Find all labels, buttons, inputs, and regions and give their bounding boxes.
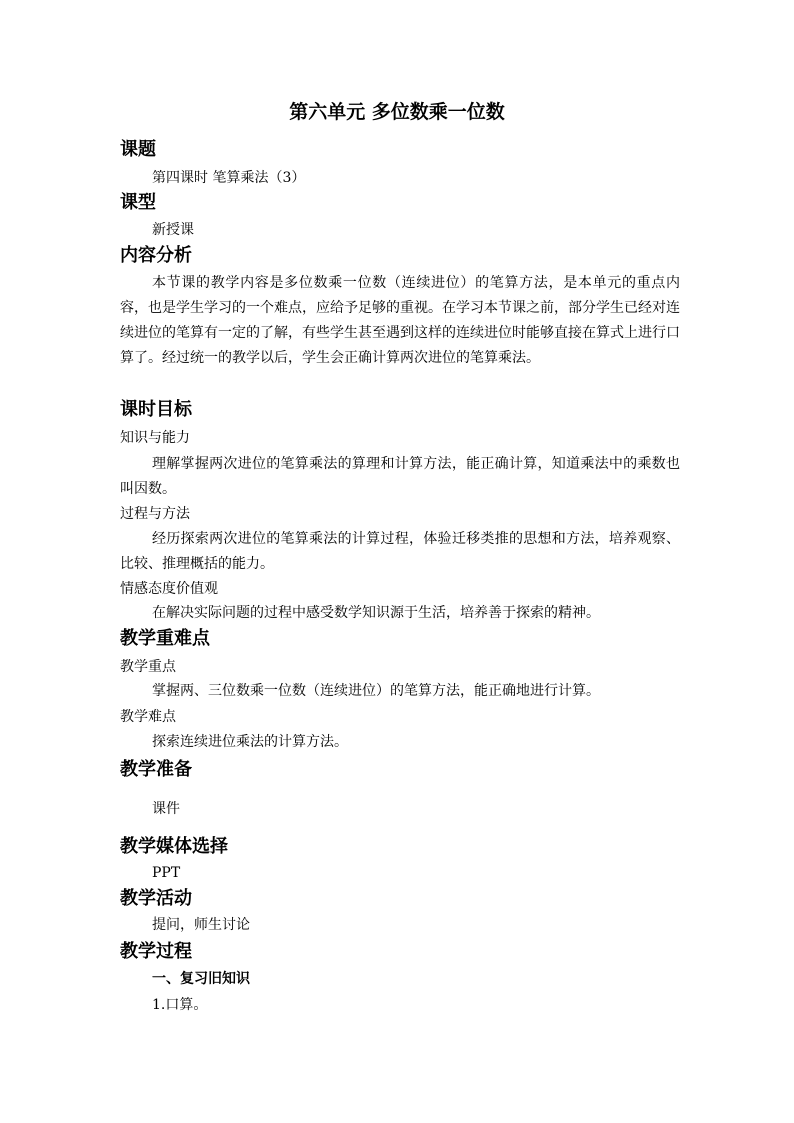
heading-topic: 课题 (120, 139, 156, 160)
heading-goals: 课时目标 (120, 399, 192, 420)
goal-knowledge-text: 理解掌握两次进位的笔算乘法的算理和计算方法，能正确计算，知道乘法中的乘数也叫因数。 (120, 456, 680, 497)
prep-text: 课件 (152, 801, 180, 817)
media-text: PPT (152, 865, 181, 881)
difficulty-label: 教学难点 (120, 709, 176, 725)
goal-process-text: 经历探索两次进位的笔算乘法的计算过程，体验迁移类推的思想和方法，培养观察、比较、推理概括的能力。 (120, 531, 680, 572)
heading-keypoints: 教学重难点 (120, 628, 210, 649)
goal-process-label: 过程与方法 (120, 506, 190, 522)
heading-analysis: 内容分析 (120, 245, 192, 266)
type-text: 新授课 (152, 222, 194, 238)
heading-activity: 教学活动 (120, 888, 192, 909)
difficulty-text: 探索连续进位乘法的计算方法。 (152, 734, 348, 750)
analysis-paragraph: 本节课的教学内容是多位数乘一位数（连续进位）的笔算方法，是本单元的重点内容，也是学生学习的一个难点，应给予足够的重视。在学习本节课之前，部分学生已经对连续进位的笔算有一定的了解，有些学生甚至遇到这样的连续进位时能够直接在算式上进行口算了。经过统一的教学以后，学生会正确计算两次进位的笔算乘法。 (120, 275, 680, 366)
heading-type: 课型 (120, 192, 156, 213)
goal-emotion-label: 情感态度价值观 (120, 581, 218, 597)
process-step-1: 一、复习旧知识 (152, 971, 250, 987)
key-text: 掌握两、三位数乘一位数（连续进位）的笔算方法，能正确地进行计算。 (152, 683, 600, 699)
activity-text: 提问，师生讨论 (152, 917, 250, 933)
heading-media: 教学媒体选择 (120, 836, 228, 857)
topic-text: 第四课时 笔算乘法（3） (152, 170, 306, 186)
goal-knowledge-label: 知识与能力 (120, 430, 190, 446)
key-label: 教学重点 (120, 659, 176, 675)
process-item-1: 1.口算。 (152, 997, 208, 1013)
document-title: 第六单元 多位数乘一位数 (289, 101, 505, 123)
heading-process: 教学过程 (120, 941, 192, 962)
heading-prep: 教学准备 (120, 759, 192, 780)
goal-emotion-text: 在解决实际问题的过程中感受数学知识源于生活，培养善于探索的精神。 (152, 605, 600, 621)
